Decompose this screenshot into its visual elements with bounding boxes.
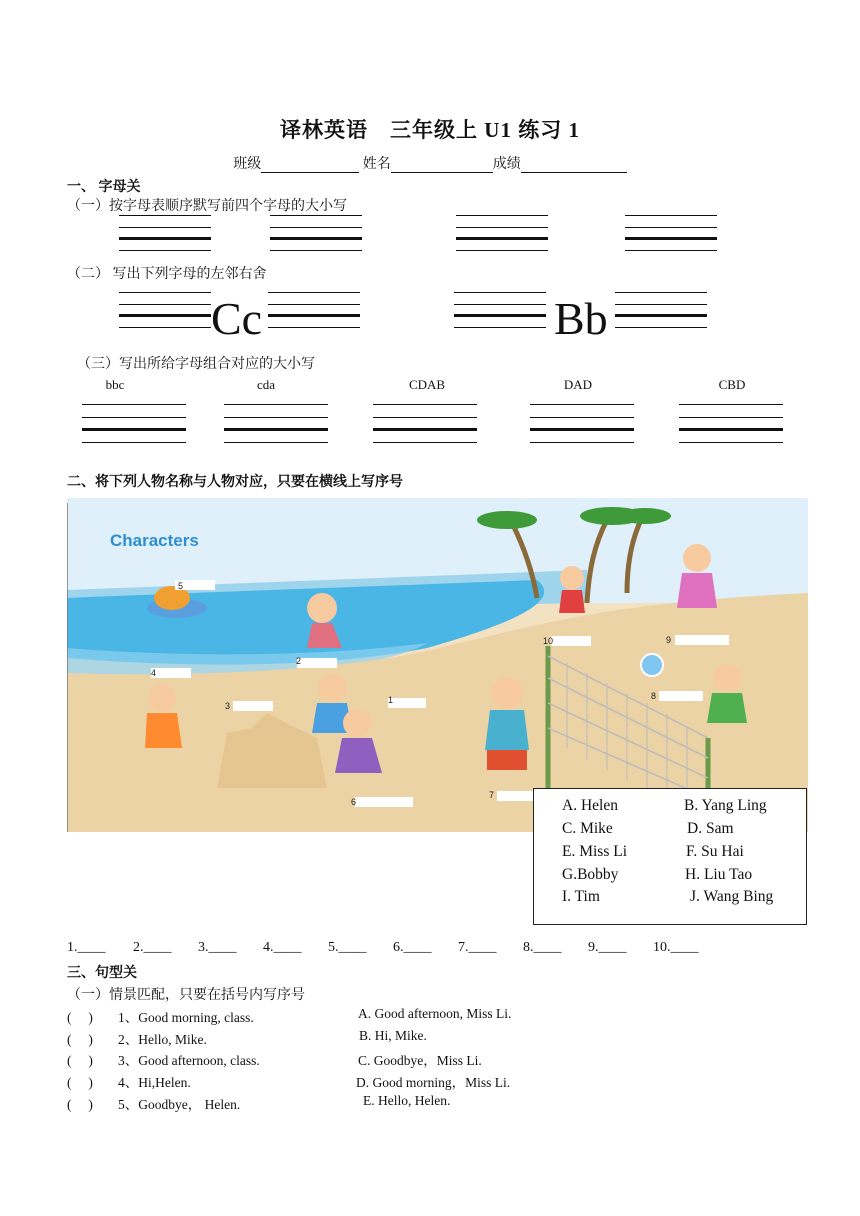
characters-title: Characters	[110, 531, 199, 550]
name-blank[interactable]	[391, 158, 493, 173]
writing-lines[interactable]	[268, 292, 360, 332]
student-info	[0, 153, 860, 173]
tag-number: 3	[225, 701, 231, 711]
answer-paren[interactable]: ( )	[67, 1010, 93, 1025]
answer-1[interactable]: 1.____	[67, 940, 106, 955]
score-label: 成绩	[492, 157, 521, 172]
tag-number: 8	[651, 691, 657, 701]
beach-scene-svg	[67, 498, 808, 832]
answer-9[interactable]: 9.____	[588, 940, 627, 955]
letter-cc: Cc	[211, 293, 263, 344]
combo-label: bbc	[105, 377, 125, 392]
section1-part3: （三）写出所给字母组合对应的大小写	[77, 357, 315, 372]
answer-10[interactable]: 10.____	[653, 940, 699, 955]
answer-8[interactable]: 8.____	[523, 940, 562, 955]
combo-label: CDAB	[408, 377, 446, 392]
legend-item: F. Su Hai	[686, 843, 744, 860]
answer-paren[interactable]: ( )	[67, 1032, 93, 1047]
match-right: C. Goodbye，Miss Li.	[358, 1053, 482, 1068]
legend-item: E. Miss Li	[562, 843, 628, 860]
answer-2[interactable]: 2.____	[133, 940, 172, 955]
writing-lines[interactable]	[119, 292, 211, 332]
tag-number: 1	[388, 695, 394, 705]
legend-item: H. Liu Tao	[685, 866, 753, 883]
answer-3[interactable]: 3.____	[198, 940, 237, 955]
writing-lines[interactable]	[456, 215, 548, 255]
section3-heading: 三、句型关	[67, 966, 137, 981]
section1-part2: （二） 写出下列字母的左邻右舍	[67, 267, 267, 282]
legend-item: D. Sam	[687, 820, 734, 837]
combo-label: cda	[256, 377, 276, 392]
characters-illustration	[67, 498, 808, 832]
names-legend	[533, 788, 807, 925]
answer-7[interactable]: 7.____	[458, 940, 497, 955]
writing-lines[interactable]	[530, 404, 634, 444]
tag-number: 10	[543, 636, 554, 646]
writing-lines[interactable]	[119, 215, 211, 255]
writing-lines[interactable]	[373, 404, 477, 444]
class-label: 班级	[233, 157, 262, 172]
match-left: 4、Hi,Helen.	[118, 1075, 191, 1090]
answer-paren[interactable]: ( )	[67, 1097, 93, 1112]
writing-lines[interactable]	[625, 215, 717, 255]
combo-label: CBD	[718, 377, 746, 392]
tag-number: 7	[489, 790, 495, 800]
combo-label: DAD	[563, 377, 593, 392]
tag-number: 6	[351, 797, 357, 807]
section2-heading: 二、将下列人物名称与人物对应，只要在横线上写序号	[67, 475, 403, 490]
match-left: 1、Good morning, class.	[118, 1010, 254, 1025]
legend-item: C. Mike	[562, 820, 613, 837]
writing-lines[interactable]	[615, 292, 707, 332]
match-right: B. Hi, Mike.	[359, 1028, 427, 1043]
writing-lines[interactable]	[679, 404, 783, 444]
match-left: 5、Goodbye， Helen.	[118, 1097, 241, 1112]
letter-bb: Bb	[554, 293, 608, 344]
legend-item: I. Tim	[562, 888, 600, 905]
writing-lines[interactable]	[270, 215, 362, 255]
writing-lines[interactable]	[454, 292, 546, 332]
match-right: A. Good afternoon, Miss Li.	[358, 1006, 512, 1021]
legend-item: B. Yang Ling	[684, 797, 767, 814]
tag-number: 5	[178, 581, 184, 591]
score-blank[interactable]	[521, 158, 627, 173]
answer-6[interactable]: 6.____	[393, 940, 432, 955]
match-right: E. Hello, Helen.	[363, 1093, 451, 1108]
tag-number: 2	[296, 656, 302, 666]
writing-lines[interactable]	[82, 404, 186, 444]
legend-item: G.Bobby	[562, 866, 619, 883]
match-right: D. Good morning，Miss Li.	[356, 1075, 511, 1090]
section1-heading: 一、 字母关	[67, 180, 141, 195]
name-label: 姓名	[362, 157, 391, 172]
writing-lines[interactable]	[224, 404, 328, 444]
match-left: 2、Hello, Mike.	[118, 1032, 207, 1047]
section3-part1: （一）情景匹配，只要在括号内写序号	[67, 988, 305, 1003]
answer-4[interactable]: 4.____	[263, 940, 302, 955]
match-left: 3、Good afternoon, class.	[118, 1053, 260, 1068]
answer-paren[interactable]: ( )	[67, 1075, 93, 1090]
legend-item: J. Wang Bing	[690, 888, 774, 905]
page-title: 译林英语 三年级上 U1 练习 1	[280, 118, 580, 142]
tag-number: 9	[666, 635, 672, 645]
class-blank[interactable]	[261, 158, 359, 173]
answer-paren[interactable]: ( )	[67, 1053, 93, 1068]
answer-5[interactable]: 5.____	[328, 940, 367, 955]
tag-number: 4	[151, 668, 157, 678]
section1-part1: （一）按字母表顺序默写前四个字母的大小写	[67, 199, 347, 214]
legend-item: A. Helen	[562, 797, 618, 814]
